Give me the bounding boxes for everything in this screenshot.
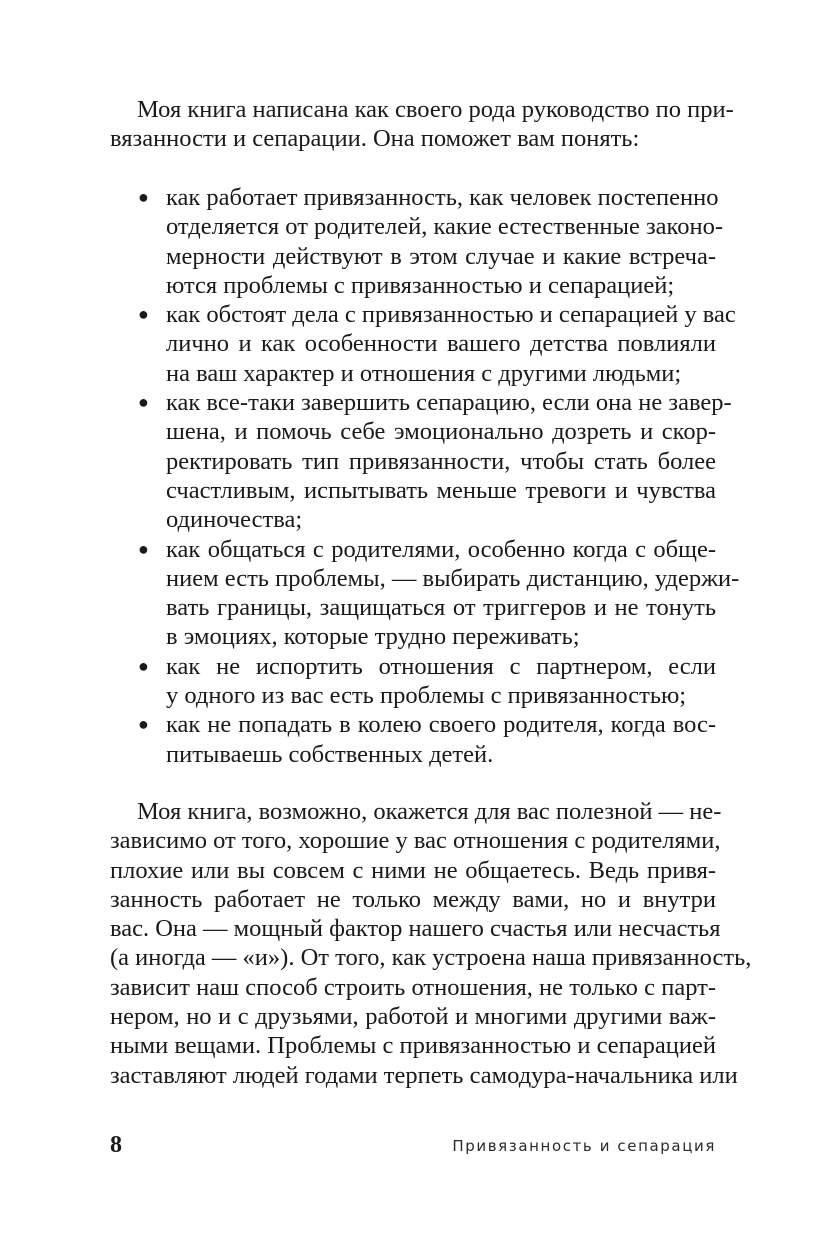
text-line: питываешь собственных детей. xyxy=(166,740,494,768)
text-line: заставляют людей годами терпеть самодура-начальника или xyxy=(110,1061,738,1089)
text-line: зависит наш способ строить отношения, не только с парт- xyxy=(110,973,716,1001)
list-item xyxy=(110,183,723,300)
text-line: нером, но и с друзьями, работой и многими другими важ- xyxy=(110,1003,716,1031)
text-line: нием есть проблемы, — выбирать дистанцию, удержи- xyxy=(166,564,740,592)
text-line: как все-таки завершить сепарацию, если она не завер- xyxy=(166,389,732,417)
text-line: (а иногда — «и»). От того, как устроена наша привязанность, xyxy=(110,944,752,972)
bullet-icon: ● xyxy=(138,714,149,735)
text-line: отделяется от родителей, какие естественные законо- xyxy=(166,213,723,241)
text-line: ректировать тип привязанности, чтобы стать более xyxy=(166,447,716,475)
text-line: вать границы, защищаться от триггеров и не тонуть xyxy=(166,594,716,622)
text-line: счастливым, испытывать меньше тревоги и чувства xyxy=(166,476,716,504)
bullet-icon: ● xyxy=(138,655,149,676)
text-line: у одного из вас есть проблемы с привязанностью; xyxy=(166,682,687,710)
text-line: Моя книга, возможно, окажется для вас полезной — не- xyxy=(137,798,722,825)
page-footer xyxy=(110,1130,716,1160)
text-line: лично и как особенности вашего детства повлияли xyxy=(166,330,716,358)
text-line: вас. Она — мощный фактор нашего счастья или несчастья xyxy=(110,915,721,943)
text-line: занность работает не только между вами, но и внутри xyxy=(110,885,716,913)
body-paragraph xyxy=(110,797,752,1090)
text-line: мерности действуют в этом случае и какие встреча- xyxy=(166,242,716,270)
text-line: на ваш характер и отношения с другими людьми; xyxy=(166,359,682,387)
running-title: Привязанность и сепарация xyxy=(452,1137,716,1155)
intro-paragraph xyxy=(110,95,734,154)
bullet-icon: ● xyxy=(138,538,149,559)
bullet-icon: ● xyxy=(138,187,149,207)
page-number: 8 xyxy=(110,1132,122,1158)
text-line: как работает привязанность, как человек постепенно xyxy=(166,184,719,211)
bullet-icon: ● xyxy=(138,304,149,325)
text-line: как не испортить отношения с партнером, если xyxy=(166,652,716,680)
list-item xyxy=(110,388,732,534)
text-line: шена, и помочь себе эмоционально дозреть и скор- xyxy=(166,418,716,446)
text-line: как общаться с родителями, особенно когда с обще- xyxy=(166,535,716,563)
bullet-list xyxy=(110,183,740,769)
text-line: как обстоят дела с привязанностью и сепарацией у вас xyxy=(166,301,736,329)
bullet-icon: ● xyxy=(138,392,149,413)
text-line: одиночества; xyxy=(166,506,303,534)
text-line: плохие или вы совсем с ними не общаетесь. Ведь привя- xyxy=(110,856,716,884)
text-line: как не попадать в колею своего родителя, когда вос- xyxy=(166,711,716,739)
text-line: ными вещами. Проблемы с привязанностью и сепарацией xyxy=(110,1032,716,1060)
list-item xyxy=(110,652,716,711)
list-item xyxy=(110,710,716,769)
text-line: ются проблемы с привязанностью и сепарацией; xyxy=(166,271,675,299)
text-line: зависимо от того, хорошие у вас отношения с родителями, xyxy=(110,827,721,855)
list-item xyxy=(110,535,740,652)
text-line: в эмоциях, которые трудно переживать; xyxy=(166,623,580,651)
list-item xyxy=(110,300,736,388)
text-line: Моя книга написана как своего рода руководство по при- xyxy=(137,96,734,123)
text-line: вязанности и сепарации. Она поможет вам понять: xyxy=(110,125,640,153)
